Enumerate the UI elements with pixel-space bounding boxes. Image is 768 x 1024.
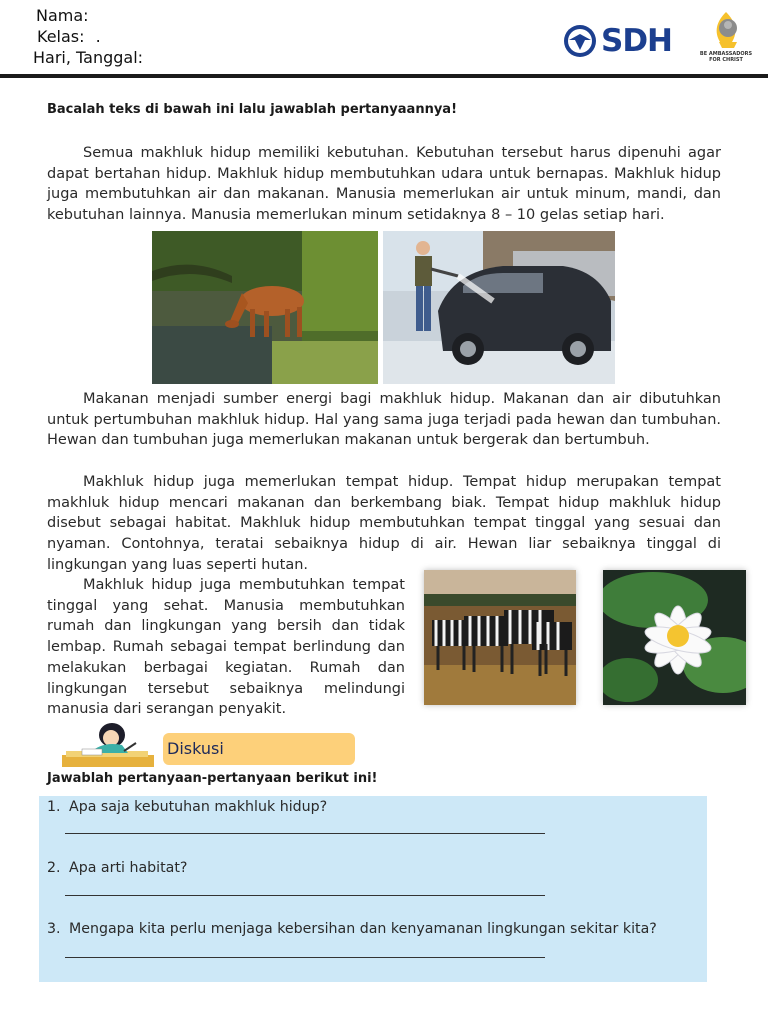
question-text: Mengapa kita perlu menjaga kebersihan dan kenyamanan lingkungan sekitar kita?	[69, 921, 657, 937]
reading-instruction: Bacalah teks di bawah ini lalu jawablah pertanyaannya!	[47, 102, 458, 117]
paragraph-2: Makanan menjadi sumber energi bagi makhluk hidup. Makanan dan air dibutuhkan untuk pertumbuhan makhluk hidup. Hal yang sama juga terjadi pada hewan dan tumbuhan. Hewan dan tumbuhan juga memerlukan makanan untuk bergerak dan bertumbuh.	[47, 391, 721, 449]
ambassador-text: BE AMBASSADORS FOR CHRIST	[699, 51, 753, 63]
answer-line-3[interactable]	[65, 957, 545, 958]
answer-line-1[interactable]	[65, 833, 545, 834]
question-number: 3.	[47, 921, 61, 937]
question-number: 2.	[47, 860, 61, 876]
sdh-logo	[562, 22, 686, 60]
paragraph-4: Makhluk hidup juga membutuhkan tempat tinggal yang sehat. Manusia membutuhkan rumah dan lingkungan yang bersih dan tidak lembap. Rumah sebagai tempat berlindung dan melakukan berbagai kegiatan. Rumah dan lingkungan tersebut sebaiknya melindungi manusia dari serangan penyakit.	[47, 577, 405, 718]
cow-drinking-image	[152, 231, 378, 384]
question-2	[47, 860, 187, 876]
questions-box	[39, 796, 707, 982]
writing-child-icon	[62, 721, 154, 769]
kelas-label-text: Kelas:	[37, 27, 85, 46]
ambassadors-logo	[694, 8, 758, 70]
answer-line-2[interactable]	[65, 895, 545, 896]
diskusi-label: Diskusi	[167, 739, 224, 758]
paragraph-3: Makhluk hidup juga memerlukan tempat hidup. Tempat hidup merupakan tempat makhluk hidup mencari makanan dan berkembang biak. Tempat hidup makhluk hidup disebut sebagai habitat. Makhluk hidup membutuhkan tempat tinggal yang sesuai dan nyaman. Contohnya, teratai sebaiknya hidup di air. Hewan liar sebaiknya tinggal di lingkungan yang luas seperti hutan.	[47, 474, 721, 573]
car-washing-image	[383, 231, 615, 384]
question-text: Apa saja kebutuhan makhluk hidup?	[69, 799, 328, 815]
question-text: Apa arti habitat?	[69, 860, 188, 876]
eagle-icon	[562, 23, 598, 59]
kelas-label	[37, 27, 101, 46]
diskusi-illustration	[62, 721, 154, 773]
header-divider	[0, 74, 768, 78]
page-header	[0, 0, 768, 78]
zebras-image	[424, 570, 576, 705]
paragraph-1: Semua makhluk hidup memiliki kebutuhan. Kebutuhan tersebut harus dipenuhi agar dapat bertahan hidup. Makhluk hidup membutuhkan udara untuk bernapas. Makhluk hidup juga membutuhkan air dan makanan. Manusia memerlukan air untuk minum, mandi, dan kebutuhan lainnya. Manusia memerlukan minum setidaknya 8 – 10 gelas setiap hari.	[47, 145, 721, 224]
tanggal-label: Hari, Tanggal:	[33, 48, 144, 67]
nama-label: Nama:	[36, 6, 89, 25]
question-1	[47, 799, 327, 815]
kelas-mark: .	[95, 27, 101, 46]
questions-title: Jawablah pertanyaan-pertanyaan berikut ini!	[47, 771, 378, 786]
question-number: 1.	[47, 799, 61, 815]
water-lily-image	[603, 570, 746, 705]
question-3	[47, 921, 657, 937]
sdh-logo-text: SDH	[601, 22, 673, 59]
ambassador-flame-icon	[694, 8, 758, 52]
